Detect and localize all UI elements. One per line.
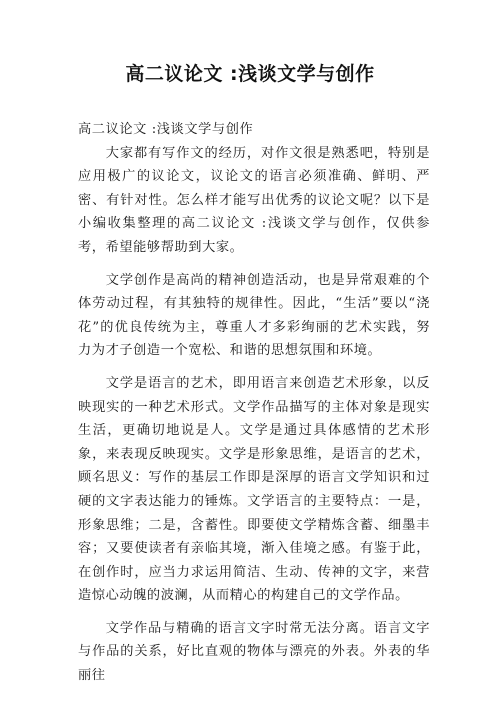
- paragraph-1: 大家都有写作文的经历，对作文很是熟悉吧，特别是应用极广的议论文，议论文的语言必须准确、鲜明、严密、有针对性。怎么样才能写出优秀的议论文呢？以下是小编收集整理的高二议论文 :浅谈文学与创作，仅供参考，希望能够帮助到大家。: [78, 145, 430, 255]
- document-body: [78, 118, 430, 688]
- paragraph-4: 文学作品与精确的语言文字时常无法分离。语言文字与作品的关系，好比直观的物体与漂亮的外表。外表的华丽往: [78, 620, 430, 684]
- document-title: 高二议论文 :浅谈文学与创作: [125, 63, 375, 85]
- paragraph-2: 文学创作是高尚的精神创造活动，也是异常艰难的个体劳动过程，有其独特的规律性。因此，“生活”要以“浇花”的优良传统为主，尊重人才多彩绚丽的艺术实践，努力为才子创造一个宽松、和谐的思想氛围和环境。: [78, 272, 430, 359]
- document-subtitle: 高二议论文 :浅谈文学与创作: [78, 122, 254, 137]
- paragraph-3: 文学是语言的艺术，即用语言来创造艺术形象，以反映现实的一种艺术形式。文学作品描写的主体对象是现实生活，更确切地说是人。文学是通过具体感情的艺术形象，来表现反映现实。文学是形象思维，是语言的艺术，顾名思义：写作的基层工作即是深厚的语言文学知识和过硬的文字表达能力的锤炼。文学语言的主要特点：一是，形象思维；二是，含蓄性。即要使文学精炼含蓄、细墨丰容；又要使读者有亲临其境，渐入佳境之感。有鉴于此，在创作时，应当力求运用简洁、生动、传神的文字，来营造惊心动魄的波澜，从而精心的构建自己的文学作品。: [78, 375, 430, 604]
